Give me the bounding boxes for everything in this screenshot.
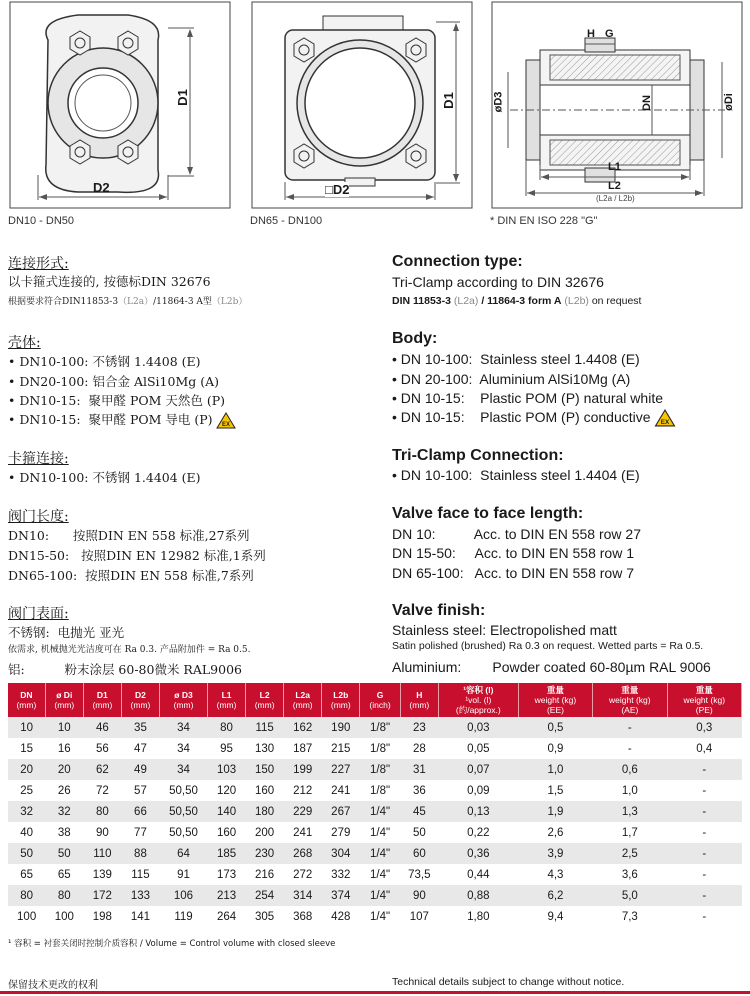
table-cell: - bbox=[667, 906, 742, 927]
figure-dn65-dn100 bbox=[250, 0, 475, 210]
cn-body-item: • DN10-15: 聚甲醛 POM 天然色 (P) bbox=[8, 393, 226, 408]
table-cell: 119 bbox=[159, 906, 207, 927]
column-header-text: (mm) bbox=[292, 700, 313, 710]
table-cell: 36 bbox=[400, 780, 438, 801]
column-header-text: (mm) bbox=[409, 700, 430, 710]
table-row bbox=[8, 864, 742, 885]
dimension-label-l2-sub: (L2a / L2b) bbox=[596, 194, 635, 203]
table-cell: 90 bbox=[83, 822, 121, 843]
table-cell: 72 bbox=[83, 780, 121, 801]
table-cell: 4,3 bbox=[518, 864, 592, 885]
table-cell: 10 bbox=[45, 717, 83, 738]
table-cell: 1,5 bbox=[518, 780, 592, 801]
table-cell: 0,3 bbox=[667, 717, 742, 738]
table-cell: 80 bbox=[45, 885, 83, 906]
table-cell: 0,22 bbox=[438, 822, 518, 843]
table-cell: 0,44 bbox=[438, 864, 518, 885]
table-cell: 15 bbox=[8, 738, 45, 759]
table-cell: 45 bbox=[400, 801, 438, 822]
column-header-text: (mm) bbox=[92, 700, 113, 710]
column-header bbox=[322, 683, 360, 717]
dimension-label-g: G bbox=[605, 28, 614, 40]
table-cell: 241 bbox=[284, 822, 322, 843]
table-body bbox=[8, 717, 742, 927]
table-cell: 100 bbox=[45, 906, 83, 927]
dimension-label-d2-square: □D2 bbox=[325, 182, 350, 197]
table-cell: 103 bbox=[208, 759, 246, 780]
table-cell: - bbox=[667, 759, 742, 780]
column-header-text: ø Di bbox=[56, 690, 73, 700]
table-cell: - bbox=[667, 864, 742, 885]
table-cell: 268 bbox=[284, 843, 322, 864]
figure-caption-din-en-iso: * DIN EN ISO 228 "G" bbox=[490, 215, 598, 227]
table-cell: 304 bbox=[322, 843, 360, 864]
column-header-text: (约/approx.) bbox=[455, 705, 501, 715]
table-cell: 0,05 bbox=[438, 738, 518, 759]
table-cell: 1/4" bbox=[360, 822, 400, 843]
table-cell: 272 bbox=[284, 864, 322, 885]
table-row bbox=[8, 759, 742, 780]
column-header-text: 重量 bbox=[546, 685, 564, 695]
table-cell: 368 bbox=[284, 906, 322, 927]
table-header-row bbox=[8, 683, 742, 717]
table-cell: 64 bbox=[159, 843, 207, 864]
dimension-label-d1: D1 bbox=[174, 89, 190, 106]
table-cell: 73,5 bbox=[400, 864, 438, 885]
table-cell: 241 bbox=[322, 780, 360, 801]
table-cell: 314 bbox=[284, 885, 322, 906]
table-cell: 77 bbox=[121, 822, 159, 843]
column-header-text: ¹vol. (l) bbox=[465, 695, 492, 705]
en-clamp-heading: Tri-Clamp Connection: bbox=[392, 447, 564, 464]
table-cell: 1/4" bbox=[360, 843, 400, 864]
table-cell: 6,2 bbox=[518, 885, 592, 906]
column-header bbox=[593, 683, 667, 717]
table-row bbox=[8, 801, 742, 822]
table-cell: 332 bbox=[322, 864, 360, 885]
table-cell: - bbox=[667, 822, 742, 843]
cn-body-item: • DN10-100: 不锈钢 1.4408 (E) bbox=[8, 354, 201, 369]
column-header bbox=[284, 683, 322, 717]
column-header-text: weight (kg) bbox=[534, 695, 577, 705]
en-body-item: • DN 10-15: Plastic POM (P) natural white bbox=[392, 390, 663, 406]
table-cell: 160 bbox=[208, 822, 246, 843]
table-cell: 50,50 bbox=[159, 822, 207, 843]
table-cell: 57 bbox=[121, 780, 159, 801]
table-cell: 31 bbox=[400, 759, 438, 780]
en-finish-heading: Valve finish: bbox=[392, 602, 486, 619]
column-header-text: D1 bbox=[96, 690, 108, 700]
table-cell: 50 bbox=[45, 843, 83, 864]
table-cell: 65 bbox=[8, 864, 45, 885]
cn-body-item: • DN20-100: 铝合金 AlSi10Mg (A) bbox=[8, 374, 219, 389]
table-cell: 1,80 bbox=[438, 906, 518, 927]
table-cell: 198 bbox=[83, 906, 121, 927]
dimension-label-di: øDi bbox=[722, 93, 735, 111]
column-header-text: 重量 bbox=[621, 685, 639, 695]
table-cell: 1/4" bbox=[360, 885, 400, 906]
en-connection-heading: Connection type: bbox=[392, 253, 523, 270]
cn-clamp-item: • DN10-100: 不锈钢 1.4404 (E) bbox=[8, 470, 201, 485]
dimension-label-d3: øD3 bbox=[492, 91, 505, 113]
table-cell: 1,3 bbox=[593, 801, 667, 822]
table-cell: 0,09 bbox=[438, 780, 518, 801]
table-cell: 1/8" bbox=[360, 738, 400, 759]
table-cell: 80 bbox=[83, 801, 121, 822]
table-cell: 9,4 bbox=[518, 906, 592, 927]
en-body-heading: Body: bbox=[392, 330, 438, 347]
column-header-text: (PE) bbox=[695, 705, 713, 715]
column-header-text: D2 bbox=[135, 690, 146, 700]
figure-section-view bbox=[490, 0, 745, 210]
column-header-text: (mm) bbox=[16, 700, 37, 710]
table-cell: 106 bbox=[159, 885, 207, 906]
column-header-text: L2b bbox=[333, 690, 349, 700]
cn-body-heading: 壳体: bbox=[8, 335, 41, 351]
table-cell: 3,6 bbox=[593, 864, 667, 885]
table-cell: 26 bbox=[45, 780, 83, 801]
column-header bbox=[8, 683, 45, 717]
table-cell: 0,6 bbox=[593, 759, 667, 780]
table-cell: 216 bbox=[246, 864, 284, 885]
table-cell: 46 bbox=[83, 717, 121, 738]
en-connection-line1: Tri-Clamp according to DIN 32676 bbox=[392, 274, 604, 290]
ex-warning-icon bbox=[216, 412, 236, 429]
figure-dn10-dn50 bbox=[8, 0, 233, 210]
en-finish-line2: Satin polished (brushed) Ra 0.3 on request. Wetted parts = Ra 0.5. bbox=[392, 640, 704, 652]
table-cell: 0,88 bbox=[438, 885, 518, 906]
table-cell: 80 bbox=[208, 717, 246, 738]
table-cell: 172 bbox=[83, 885, 121, 906]
table-footnote: ¹ 容积 = 衬套关闭时控制介质容积 / Volume = Control volume with closed sleeve bbox=[8, 939, 336, 949]
cn-length-heading: 阀门长度: bbox=[8, 509, 69, 525]
en-clamp-item: • DN 10-100: Stainless steel 1.4404 (E) bbox=[392, 467, 640, 483]
table-cell: 267 bbox=[322, 801, 360, 822]
table-cell: 1/4" bbox=[360, 864, 400, 885]
table-cell: 133 bbox=[121, 885, 159, 906]
table-cell: 1/8" bbox=[360, 780, 400, 801]
svg-text:EX: EX bbox=[221, 422, 230, 428]
ex-warning-icon bbox=[654, 409, 676, 427]
svg-text:EX: EX bbox=[660, 419, 669, 427]
table-cell: 0,13 bbox=[438, 801, 518, 822]
table-cell: 173 bbox=[208, 864, 246, 885]
table-cell: 264 bbox=[208, 906, 246, 927]
cn-body-item: • DN10-15: 聚甲醛 POM 导电 (P) EX bbox=[8, 410, 236, 429]
column-header bbox=[45, 683, 83, 717]
table-row bbox=[8, 738, 742, 759]
table-cell: 32 bbox=[45, 801, 83, 822]
table-cell: 49 bbox=[121, 759, 159, 780]
table-row bbox=[8, 717, 742, 738]
table-cell: 162 bbox=[284, 717, 322, 738]
en-body-item: • DN 20-100: Aluminium AlSi10Mg (A) bbox=[392, 371, 631, 387]
column-header bbox=[246, 683, 284, 717]
cn-finish-line1: 不锈钢: 电抛光 亚光 bbox=[8, 625, 125, 640]
column-header-text: ¹容积 (l) bbox=[463, 685, 494, 695]
table-cell: 185 bbox=[208, 843, 246, 864]
table-cell: - bbox=[593, 717, 667, 738]
dimension-label-dn: DN bbox=[640, 95, 653, 111]
cn-finish-line2: 依需求, 机械抛光光洁度可在 Ra 0.3. 产品附加件 = Ra 0.5. bbox=[8, 645, 251, 655]
figure-caption-dn65-dn100: DN65 - DN100 bbox=[250, 215, 323, 227]
column-header-text: (mm) bbox=[330, 700, 351, 710]
table-cell: 139 bbox=[83, 864, 121, 885]
table-cell: 1,0 bbox=[593, 780, 667, 801]
table-cell: - bbox=[667, 780, 742, 801]
table-cell: 107 bbox=[400, 906, 438, 927]
table-row bbox=[8, 906, 742, 927]
cn-finish-heading: 阀门表面: bbox=[8, 606, 69, 622]
cn-connection-line2: 根据要求符合DIN11853-3（L2a）/11864-3 A型（L2b） bbox=[8, 297, 248, 307]
table-cell: 254 bbox=[246, 885, 284, 906]
table-row bbox=[8, 885, 742, 906]
en-length-item: DN 65-100: Acc. to DIN EN 558 row 7 bbox=[392, 565, 634, 581]
table-row bbox=[8, 822, 742, 843]
column-header bbox=[518, 683, 592, 717]
table-cell: 0,03 bbox=[438, 717, 518, 738]
column-header-text: ø D3 bbox=[174, 690, 193, 700]
table-cell: 230 bbox=[246, 843, 284, 864]
footer-note-en: Technical details subject to change without notice. bbox=[392, 976, 625, 988]
table-cell: 160 bbox=[246, 780, 284, 801]
en-body-item: • DN 10-15: Plastic POM (P) conductive EX bbox=[392, 409, 676, 427]
table-cell: 60 bbox=[400, 843, 438, 864]
table-cell: 2,5 bbox=[593, 843, 667, 864]
column-header bbox=[438, 683, 518, 717]
en-length-heading: Valve face to face length: bbox=[392, 505, 584, 522]
table-cell: 215 bbox=[322, 738, 360, 759]
cn-connection-heading: 连接形式: bbox=[8, 256, 69, 272]
column-header bbox=[667, 683, 742, 717]
table-cell: 0,36 bbox=[438, 843, 518, 864]
column-header-text: H bbox=[416, 690, 423, 700]
table-cell: 20 bbox=[8, 759, 45, 780]
en-length-item: DN 10: Acc. to DIN EN 558 row 27 bbox=[392, 526, 641, 542]
column-header-text: (mm) bbox=[216, 700, 237, 710]
table-cell: 25 bbox=[8, 780, 45, 801]
column-header bbox=[360, 683, 400, 717]
table-cell: 34 bbox=[159, 738, 207, 759]
column-header-text: L2 bbox=[259, 690, 270, 700]
table-cell: 38 bbox=[45, 822, 83, 843]
column-header bbox=[159, 683, 207, 717]
column-header bbox=[83, 683, 121, 717]
dimensions-table bbox=[8, 683, 742, 927]
table-cell: 1,7 bbox=[593, 822, 667, 843]
table-cell: 0,5 bbox=[518, 717, 592, 738]
en-body-item: • DN 10-100: Stainless steel 1.4408 (E) bbox=[392, 351, 640, 367]
table-cell: - bbox=[593, 738, 667, 759]
column-header-text: 重量 bbox=[695, 685, 713, 695]
table-cell: 213 bbox=[208, 885, 246, 906]
table-cell: 305 bbox=[246, 906, 284, 927]
valve-section-drawing bbox=[490, 0, 745, 210]
table-cell: 115 bbox=[246, 717, 284, 738]
dimension-label-l1: L1 bbox=[608, 161, 621, 173]
column-header-text: (mm) bbox=[173, 700, 194, 710]
table-cell: 28 bbox=[400, 738, 438, 759]
column-header-text: L1 bbox=[221, 690, 232, 700]
column-header-text: (inch) bbox=[369, 700, 391, 710]
table-cell: 187 bbox=[284, 738, 322, 759]
table-cell: 140 bbox=[208, 801, 246, 822]
cn-length-item: DN15-50: 按照DIN EN 12982 标准,1系列 bbox=[8, 548, 266, 563]
table-cell: 0,07 bbox=[438, 759, 518, 780]
figure-caption-dn10-dn50: DN10 - DN50 bbox=[8, 215, 75, 227]
table-cell: 88 bbox=[121, 843, 159, 864]
table-cell: 50,50 bbox=[159, 780, 207, 801]
table-cell: 66 bbox=[121, 801, 159, 822]
table-cell: 1,0 bbox=[518, 759, 592, 780]
dimension-label-d1: D1 bbox=[440, 92, 456, 109]
table-cell: 130 bbox=[246, 738, 284, 759]
en-length-item: DN 15-50: Acc. to DIN EN 558 row 1 bbox=[392, 545, 634, 561]
table-cell: 0,4 bbox=[667, 738, 742, 759]
table-cell: 110 bbox=[83, 843, 121, 864]
table-cell: 212 bbox=[284, 780, 322, 801]
table-cell: 190 bbox=[322, 717, 360, 738]
footer-accent-bar bbox=[0, 991, 750, 994]
column-header-text: weight (kg) bbox=[609, 695, 651, 705]
column-header-text: L2a bbox=[295, 690, 311, 700]
table-cell: 10 bbox=[8, 717, 45, 738]
table-cell: - bbox=[667, 843, 742, 864]
table-cell: 1/4" bbox=[360, 906, 400, 927]
table-cell: 34 bbox=[159, 759, 207, 780]
table-cell: 1/4" bbox=[360, 801, 400, 822]
table-cell: 62 bbox=[83, 759, 121, 780]
cn-length-item: DN65-100: 按照DIN EN 558 标准,7系列 bbox=[8, 568, 254, 583]
table-cell: 50 bbox=[400, 822, 438, 843]
column-header-text: (mm) bbox=[254, 700, 275, 710]
column-header bbox=[400, 683, 438, 717]
column-header-text: DN bbox=[20, 690, 33, 700]
dimension-label-l2: L2 bbox=[608, 180, 621, 192]
table-cell: 279 bbox=[322, 822, 360, 843]
table-cell: 23 bbox=[400, 717, 438, 738]
cn-connection-line1: 以卡箍式连接的, 按德标DIN 32676 bbox=[8, 274, 211, 289]
table-cell: 199 bbox=[284, 759, 322, 780]
table-cell: 115 bbox=[121, 864, 159, 885]
table-cell: 428 bbox=[322, 906, 360, 927]
table-cell: 1,9 bbox=[518, 801, 592, 822]
table-cell: 374 bbox=[322, 885, 360, 906]
table-cell: - bbox=[667, 801, 742, 822]
column-header-text: (AE) bbox=[621, 705, 639, 715]
table-cell: 91 bbox=[159, 864, 207, 885]
table-row bbox=[8, 780, 742, 801]
table-cell: 47 bbox=[121, 738, 159, 759]
table-cell: 1/8" bbox=[360, 717, 400, 738]
table-cell: 50,50 bbox=[159, 801, 207, 822]
cn-finish-line3: 铝: 粉末涂层 60-80微米 RAL9006 bbox=[8, 662, 242, 677]
column-header-text: (mm) bbox=[130, 700, 151, 710]
footer-note-cn: 保留技术更改的权利 bbox=[8, 980, 98, 991]
table-cell: 32 bbox=[8, 801, 45, 822]
dimension-label-d2: D2 bbox=[93, 180, 110, 195]
table-cell: 3,9 bbox=[518, 843, 592, 864]
table-cell: 2,6 bbox=[518, 822, 592, 843]
table-cell: 80 bbox=[8, 885, 45, 906]
table-cell: 34 bbox=[159, 717, 207, 738]
table-cell: 120 bbox=[208, 780, 246, 801]
table-cell: 200 bbox=[246, 822, 284, 843]
table-cell: - bbox=[667, 885, 742, 906]
dimension-label-h: H bbox=[587, 28, 595, 40]
column-header-text: (mm) bbox=[54, 700, 75, 710]
table-cell: 40 bbox=[8, 822, 45, 843]
table-cell: 180 bbox=[246, 801, 284, 822]
en-finish-line1: Stainless steel: Electropolished matt bbox=[392, 622, 617, 638]
table-cell: 100 bbox=[8, 906, 45, 927]
table-cell: 150 bbox=[246, 759, 284, 780]
table-cell: 65 bbox=[45, 864, 83, 885]
table-cell: 0,9 bbox=[518, 738, 592, 759]
table-cell: 56 bbox=[83, 738, 121, 759]
table-cell: 95 bbox=[208, 738, 246, 759]
cn-length-item: DN10: 按照DIN EN 558 标准,27系列 bbox=[8, 528, 250, 543]
table-cell: 90 bbox=[400, 885, 438, 906]
table-row bbox=[8, 843, 742, 864]
table-cell: 50 bbox=[8, 843, 45, 864]
table-cell: 229 bbox=[284, 801, 322, 822]
en-finish-line3: Aluminium: Powder coated 60-80µm RAL 9006 bbox=[392, 659, 711, 675]
column-header bbox=[121, 683, 159, 717]
valve-front-view-drawing bbox=[8, 0, 233, 210]
table-cell: 141 bbox=[121, 906, 159, 927]
table-cell: 5,0 bbox=[593, 885, 667, 906]
table-cell: 227 bbox=[322, 759, 360, 780]
column-header-text: G bbox=[376, 690, 384, 700]
table-cell: 16 bbox=[45, 738, 83, 759]
cn-clamp-heading: 卡箍连接: bbox=[8, 451, 69, 467]
table-cell: 20 bbox=[45, 759, 83, 780]
en-connection-line2: DIN 11853-3 (L2a) / 11864-3 form A (L2b) on request bbox=[392, 295, 642, 307]
table-cell: 1/8" bbox=[360, 759, 400, 780]
column-header-text: (EE) bbox=[546, 705, 564, 715]
column-header-text: weight (kg) bbox=[683, 695, 726, 705]
table-cell: 35 bbox=[121, 717, 159, 738]
table-cell: 7,3 bbox=[593, 906, 667, 927]
column-header bbox=[208, 683, 246, 717]
